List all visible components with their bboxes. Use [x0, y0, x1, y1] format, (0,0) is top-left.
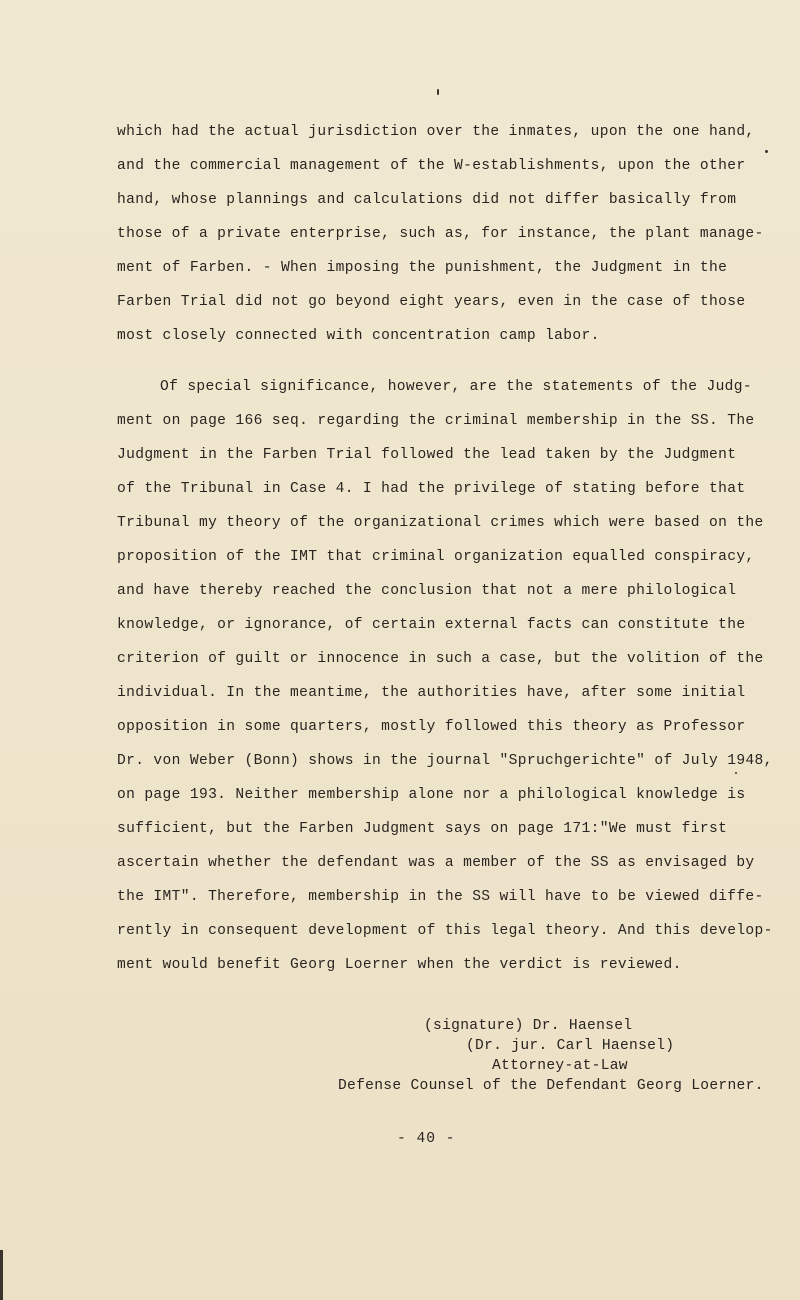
- text-line: ascertain whether the defendant was a member of the SS as envisaged by: [117, 855, 755, 871]
- signature-line: (signature) Dr. Haensel: [424, 1018, 633, 1034]
- text-line: sufficient, but the Farben Judgment says on page 171:"We must first: [117, 821, 728, 837]
- signature-role: Defense Counsel of the Defendant Georg Loerner.: [338, 1078, 764, 1094]
- text-line: and the commercial management of the W-establishments, upon the other: [117, 158, 746, 174]
- text-line: individual. In the meantime, the authorities have, after some initial: [117, 685, 746, 701]
- text-line: Of special significance, however, are the statements of the Judg-: [160, 379, 752, 395]
- text-line: knowledge, or ignorance, of certain external facts can constitute the: [117, 617, 746, 633]
- text-line: ment on page 166 seq. regarding the criminal membership in the SS. The: [117, 413, 755, 429]
- page-edge: [0, 1250, 3, 1300]
- page-number: - 40 -: [397, 1131, 456, 1147]
- text-line: and have thereby reached the conclusion that not a mere philological: [117, 583, 737, 599]
- text-line: most closely connected with concentration camp labor.: [117, 328, 600, 344]
- text-line: opposition in some quarters, mostly followed this theory as Professor: [117, 719, 746, 735]
- text-line: rently in consequent development of this legal theory. And this develop-: [117, 923, 773, 939]
- ink-speck: [735, 772, 737, 774]
- text-line: those of a private enterprise, such as, for instance, the plant manage-: [117, 226, 764, 242]
- text-line: ment of Farben. - When imposing the punishment, the Judgment in the: [117, 260, 728, 276]
- text-line: Farben Trial did not go beyond eight years, even in the case of those: [117, 294, 746, 310]
- signature-name: (Dr. jur. Carl Haensel): [466, 1038, 675, 1054]
- text-line: Tribunal my theory of the organizational crimes which were based on the: [117, 515, 764, 531]
- ink-speck: [437, 89, 439, 95]
- text-line: the IMT". Therefore, membership in the SS will have to be viewed diffe-: [117, 889, 764, 905]
- text-line: Judgment in the Farben Trial followed the lead taken by the Judgment: [117, 447, 737, 463]
- text-line: proposition of the IMT that criminal organization equalled conspiracy,: [117, 549, 755, 565]
- signature-title: Attorney-at-Law: [492, 1058, 628, 1074]
- text-line: of the Tribunal in Case 4. I had the privilege of stating before that: [117, 481, 746, 497]
- ink-speck: [765, 150, 768, 153]
- text-line: criterion of guilt or innocence in such a case, but the volition of the: [117, 651, 764, 667]
- text-line: ment would benefit Georg Loerner when the verdict is reviewed.: [117, 957, 682, 973]
- text-line: Dr. von Weber (Bonn) shows in the journal "Spruchgerichte" of July 1948,: [117, 753, 773, 769]
- text-line: hand, whose plannings and calculations did not differ basically from: [117, 192, 737, 208]
- text-line: which had the actual jurisdiction over the inmates, upon the one hand,: [117, 124, 755, 140]
- text-line: on page 193. Neither membership alone nor a philological knowledge is: [117, 787, 746, 803]
